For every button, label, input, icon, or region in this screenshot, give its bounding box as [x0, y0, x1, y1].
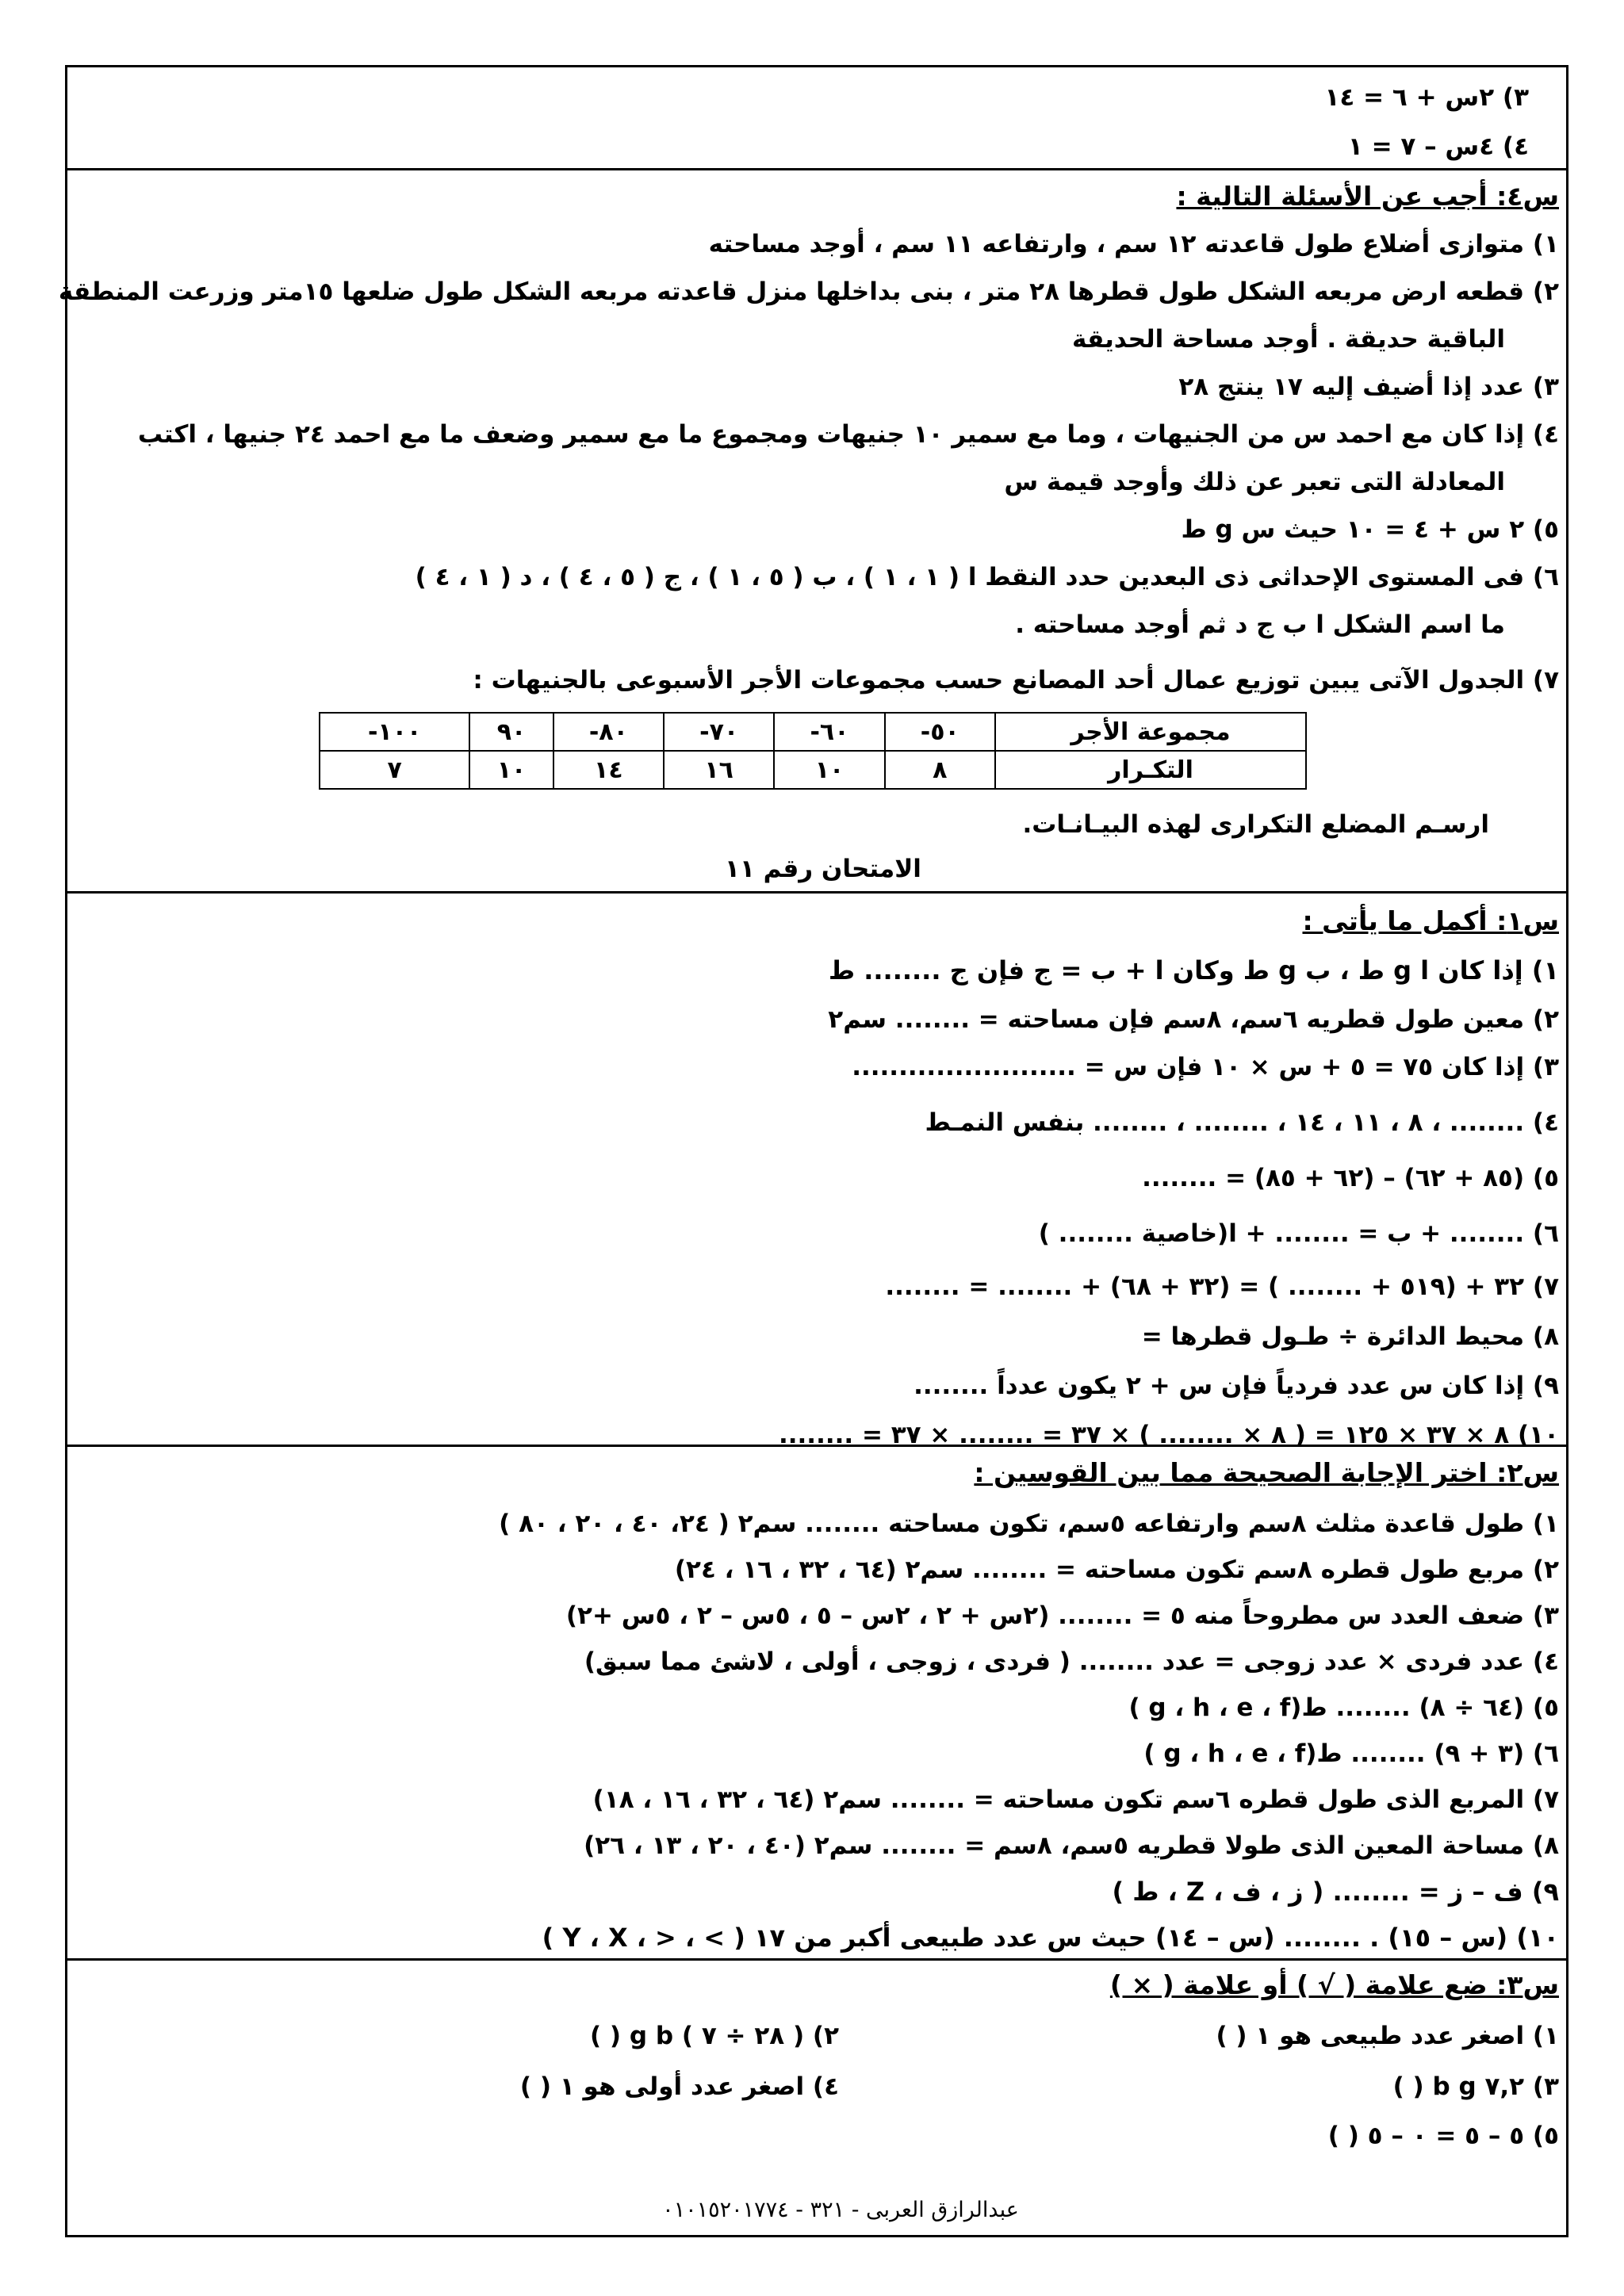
q1-heading: س١: أكمل ما يأتى : — [1302, 905, 1559, 936]
q4-line-2: ٢) قطعه ارض مربعه الشكل طول قطرها ٢٨ متر ، بنى بداخلها منزل قاعدته مربعه الشكل طول ضلعها ١٥متر وزرعت المنطقة — [58, 277, 1559, 306]
table-cell: ٦٠- — [774, 713, 884, 751]
q1-line-4: ٤) ........ ، ٨ ، ١١ ، ١٤ ، ........ ، ........ بنفس النمـط — [925, 1108, 1559, 1137]
table-cell: ٧ — [320, 751, 469, 789]
table-cell: ١٠٠- — [320, 713, 469, 751]
wage-table — [319, 712, 1307, 790]
q4-after-table: ارسـم المضلع التكرارى لهذه البيـانـات. — [1022, 810, 1489, 839]
q4-line-4-cont: المعادلة التى تعبر عن ذلك وأوجد قيمة س — [1004, 468, 1505, 496]
q2-line-2: ٢) مربع طول قطره ٨سم تكون مساحته = ........ سم٢ (٦٤ ، ٣٢ ، ١٦ ، ٢٤) — [674, 1556, 1559, 1584]
q2-line-8: ٨) مساحة المعين الذى طولا قطريه ٥سم، ٨سم = ........ سم٢ (٤٠ ، ٢٠ ، ١٣ ، ٢٦) — [584, 1831, 1559, 1860]
q1-line-10: ١٠) ٨ × ٣٧ × ١٢٥ = ( ٨ × ........ ) × ٣٧ = ........ × ٣٧ = ........ — [778, 1421, 1559, 1449]
q3-item-1: ١) اصغر عدد طبيعى هو ١ ( ) — [1216, 2022, 1559, 2050]
q4-line-6-cont: ما اسم الشكل ا ب ج د ثم أوجد مساحته . — [1015, 610, 1505, 639]
table-cell: ٩٠ — [469, 713, 553, 751]
q4-line-1: ١) متوازى أضلاع طول قاعدته ١٢ سم ، وارتفاعه ١١ سم ، أوجد مساحته — [708, 230, 1559, 258]
q3-item-3: ٣) ٧,٢ b g ( ) — [1392, 2072, 1559, 2101]
q1-line-9: ٩) إذا كان س عدد فردياً فإن س + ٢ يكون عدداً ........ — [914, 1372, 1559, 1400]
table-cell: ٥٠- — [885, 713, 995, 751]
table-cell: ٨٠- — [553, 713, 664, 751]
q4-line-5: ٥) ٢ س + ٤ = ١٠ حيث س g ط — [1181, 515, 1559, 544]
table-cell: ٧٠- — [664, 713, 774, 751]
q1-line-7: ٧) ٣٢ + (٥١٩ + ........ ) = (٣٢ + ٦٨) + ........ = ........ — [885, 1272, 1559, 1301]
q2-line-10: ١٠) (س – ١٥) . ........ (س – ١٤) حيث س عدد طبيعى أكبر من ١٧ ( > ، < ، Y ، X ) — [542, 1923, 1559, 1953]
table-cell: ١٤ — [553, 751, 664, 789]
q4-line-3: ٣) عدد إذا أضيف إليه ١٧ ينتج ٢٨ — [1178, 373, 1559, 401]
q2-line-7: ٧) المربع الذى طول قطره ٦سم تكون مساحته = ........ سم٢ (٦٤ ، ٣٢ ، ١٦ ، ١٨) — [592, 1785, 1559, 1814]
q3-item-4: ٤) اصغر عدد أولى هو ١ ( ) — [519, 2072, 839, 2101]
table-cell: ٨ — [885, 751, 995, 789]
q3-item-2: ٢) ( ٢٨ ÷ ٧ ) g b ( ) — [589, 2022, 839, 2050]
q4-line-2-cont: الباقية حديقة . أوجد مساحة الحديقة — [1072, 325, 1505, 354]
divider — [65, 891, 1568, 894]
q1-line-1: ١) إذا كان ا g ط ، ب g ط وكان ا + ب = ج فإن ج ........ ط — [828, 955, 1559, 985]
divider — [65, 1958, 1568, 1961]
q2-line-5: ٥) (٦٤ ÷ ٨) ........ ط(g ، h ، e ، f ) — [1128, 1693, 1559, 1722]
q4-line-4: ٤) إذا كان مع احمد س من الجنيهات ، وما مع سمير ١٠ جنيهات ومجموع ما مع سمير وضعف ما مع احمد ٢٤ جنيها ، اكتب — [137, 420, 1559, 449]
table-label: مجموعة الأجر — [995, 713, 1306, 751]
q4-line-6: ٦) فى المستوى الإحداثى ذى البعدين حدد النقط ا ( ١ ، ١ ) ، ب ( ٥ ، ١ ) ، ج ( ٥ ، ٤ ) ، د ( ١ ، ٤ ) — [415, 563, 1559, 591]
table-row — [320, 713, 1306, 751]
divider — [65, 1445, 1568, 1447]
q3-item-5: ٥) ٥ – ٥ = ٠ – ٥ ( ) — [1327, 2122, 1559, 2150]
q1-line-8: ٨) محيط الدائرة ÷ طـول قطرها = — [1141, 1322, 1559, 1351]
q4-line-7: ٧) الجدول الآتى يبين توزيع عمال أحد المصانع حسب مجموعات الأجر الأسبوعى بالجنيهات : — [473, 666, 1559, 695]
table-cell: ١٦ — [664, 751, 774, 789]
q1-line-3: ٣) إذا كان ٧٥ = ٥ + س × ١٠ فإن س = ........................ — [852, 1053, 1559, 1081]
table-cell: ١٠ — [774, 751, 884, 789]
table-row — [320, 751, 1306, 789]
exam-title: الامتحان رقم ١١ — [725, 855, 921, 883]
q1-line-6: ٦) ........ + ب = ........ + ا(خاصية ........ ) — [1038, 1219, 1559, 1248]
footer-credit: عبدالرازق العربى - ٣٢١ - ٠١٠١٥٢٠١٧٧٤ — [662, 2198, 1019, 2222]
table-cell: ١٠ — [469, 751, 553, 789]
q2-line-6: ٦) (٣ + ٩) ........ ط(g ، h ، e ، f ) — [1143, 1739, 1559, 1768]
q1-line-5: ٥) (٨٥ + ٦٢) – (٦٢ + ٨٥) = ........ — [1142, 1164, 1559, 1192]
divider — [65, 168, 1568, 170]
top-item-4: ٤) ٤س – ٧ = ١ — [1347, 132, 1529, 161]
q2-line-3: ٣) ضعف العدد س مطروحاً منه ٥ = ........ (٢س + ٢ ، ٢س – ٥ ، ٥س – ٢ ، ٥س +٢) — [565, 1601, 1559, 1630]
q2-line-1: ١) طول قاعدة مثلث ٨سم وارتفاعه ٥سم، تكون مساحته ........ سم٢ ( ٢٤، ٤٠ ، ٢٠ ، ٨٠ ) — [499, 1510, 1559, 1538]
top-item-3: ٣) ٢س + ٦ = ١٤ — [1324, 83, 1529, 112]
table-label: التكـرار — [995, 751, 1306, 789]
q4-heading: س٤: أجب عن الأسئلة التالية : — [1176, 181, 1559, 212]
q1-line-2: ٢) معين طول قطريه ٦سم، ٨سم فإن مساحته = ........ سم٢ — [828, 1005, 1559, 1034]
q2-line-9: ٩) ف – ز = ........ ( ز ، ف ، Z ، ط ) — [1112, 1877, 1559, 1907]
q2-heading: س٢: اختر الإجابة الصحيحة مما بين القوسين : — [974, 1457, 1559, 1488]
q2-line-4: ٤) عدد فردى × عدد زوجى = عدد ........ ( فردى ، زوجى ، أولى ، لاشئ مما سبق) — [584, 1647, 1559, 1676]
q3-heading: س٣: ضع علامة ( √ ) أو علامة ( × ) — [1109, 1969, 1559, 2000]
